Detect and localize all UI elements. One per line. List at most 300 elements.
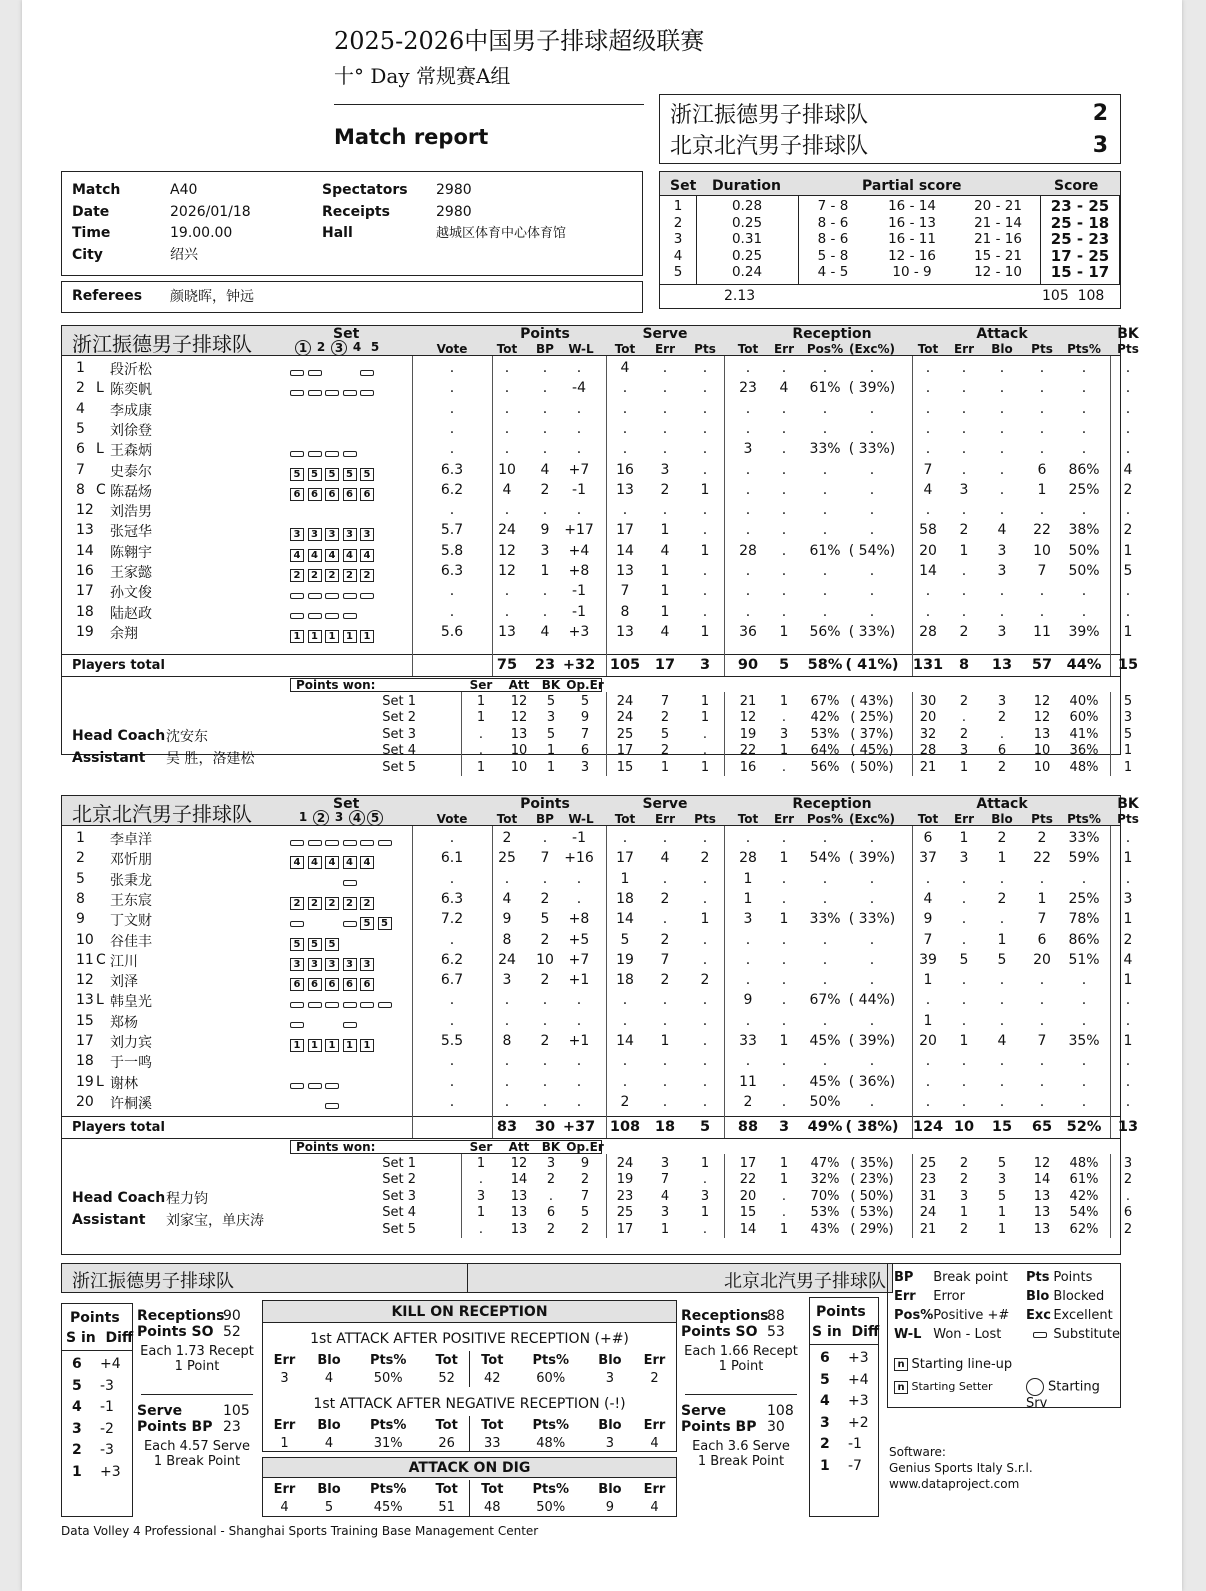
stat-rpos: 45%: [809, 1033, 841, 1049]
stat-apct: 35%: [1068, 1033, 1100, 1049]
stat-tot: 25: [498, 850, 516, 867]
rotation-number: 2: [820, 1436, 830, 1452]
kill-col-header: Blo: [317, 1481, 341, 1497]
subheader-err: Err: [773, 342, 795, 356]
stat-wl: -1: [572, 603, 586, 620]
set-stat-serr: 2: [660, 710, 670, 726]
subheader-pos: Pos%: [806, 812, 844, 826]
stat-rpos: .: [822, 931, 828, 948]
total-rtot: 88: [737, 1119, 759, 1135]
kill-value: 4: [324, 1370, 334, 1386]
rotation-diff: +3: [100, 1463, 121, 1480]
stat-apts: 6: [1037, 461, 1047, 478]
total-rerr: 5: [778, 657, 790, 673]
stat-atot: 7: [923, 461, 933, 478]
player-role: L: [96, 992, 104, 1009]
total-duration: 2.13: [724, 288, 756, 304]
player-number: 20: [76, 1093, 94, 1110]
stat-aerr: .: [961, 1093, 967, 1110]
stat-wl: +16: [564, 850, 594, 867]
set-col-oper: Op.Er: [566, 1140, 604, 1154]
set-stat-spts: .: [702, 1172, 708, 1188]
stat-atot: .: [925, 603, 931, 620]
stat-ablo: .: [999, 1093, 1005, 1110]
stat-ablo: .: [999, 1012, 1005, 1029]
stat-bp: 4: [540, 623, 550, 640]
set-stat-rerr: .: [781, 759, 787, 775]
starting-position-mark: 1: [360, 1039, 374, 1052]
player-name: 张秉龙: [110, 872, 152, 889]
total-tot: 75: [496, 657, 518, 673]
kill-col-header: Blo: [598, 1417, 622, 1433]
set-stat-spts: .: [702, 726, 708, 742]
substitute-mark: [308, 451, 322, 457]
kill-on-reception-box: [262, 1300, 677, 1452]
players-total-label: Players total: [72, 1120, 165, 1135]
stat-apct: .: [1081, 1073, 1087, 1090]
stat-stot: 8: [620, 603, 630, 620]
stat-rpos: 54%: [809, 850, 841, 867]
bottom-team-bar: [61, 1263, 893, 1293]
stat-rtot: 3: [743, 911, 753, 928]
stat-rerr: 1: [779, 1033, 789, 1049]
substitute-mark: [325, 451, 339, 457]
stat-stot: 4: [620, 360, 630, 376]
stat-rtot: .: [745, 563, 751, 579]
stat-bk: .: [1125, 830, 1131, 846]
kill-col-header: Err: [643, 1481, 666, 1497]
stat-rexc: ( 54%): [848, 542, 896, 559]
stat-rtot: .: [745, 400, 751, 417]
rotation-number: 6: [72, 1356, 82, 1372]
stat-bp: 1: [540, 563, 550, 579]
substitute-mark: [343, 593, 357, 599]
starting-position-mark: 2: [290, 897, 304, 910]
stat-wl: +17: [564, 522, 594, 539]
set-stat-atot: 21: [919, 759, 937, 775]
substitute-mark: [290, 593, 304, 599]
rotation-number: 3: [72, 1420, 82, 1437]
stat-spts: .: [702, 461, 708, 478]
stat-atot: 28: [919, 623, 937, 640]
stat-spts: 1: [700, 911, 710, 928]
stat-wl: .: [576, 502, 582, 519]
player-number: 16: [76, 563, 94, 579]
stat-rexc: ( 39%): [848, 380, 896, 397]
stat-bk: .: [1125, 380, 1131, 397]
stat-vote: .: [449, 870, 455, 887]
assistant: 吴 胜，洛建松: [166, 751, 255, 767]
set-stat-stot: 24: [616, 1156, 634, 1171]
stat-bk: 3: [1123, 890, 1133, 907]
set-stat-oper: 5: [580, 694, 590, 709]
set-stat-att: 13: [510, 726, 528, 742]
set-stat-apts: 12: [1033, 1156, 1051, 1171]
starting-position-mark: 2: [360, 897, 374, 910]
stat-serr: 1: [660, 583, 670, 600]
stat-rerr: .: [781, 481, 787, 498]
stat-vote: .: [449, 380, 455, 397]
stat-wl: .: [576, 1012, 582, 1029]
stat-ablo: 5: [997, 951, 1007, 968]
starting-position-mark: 2: [325, 897, 339, 910]
set-stat-bk2: 6: [1123, 1205, 1133, 1221]
stat-rpos: .: [822, 951, 828, 968]
stat-spts: .: [702, 522, 708, 539]
stat-vote: 6.3: [440, 890, 464, 907]
stat-rexc: .: [869, 1012, 875, 1029]
set-stat-rpos: 32%: [810, 1172, 840, 1188]
player-sets: [290, 545, 378, 564]
set-label: Set 1: [382, 694, 416, 709]
stat-aerr: .: [961, 603, 967, 620]
stat-bk: .: [1125, 1073, 1131, 1090]
stat-aerr: .: [961, 870, 967, 887]
kill-value: 4: [324, 1435, 334, 1451]
kill-pos-title: 1st ATTACK AFTER POSITIVE RECEPTION (+#): [310, 1331, 629, 1347]
home-receptions: 90: [223, 1308, 241, 1324]
set-stat-bk: 1: [546, 759, 556, 775]
set-stat-rpos: 47%: [810, 1156, 840, 1171]
kill-value: 48%: [536, 1435, 566, 1451]
set-number: 5: [370, 340, 380, 354]
set-stat-spts: 1: [700, 759, 710, 775]
set-stat-ablo: 2: [997, 759, 1007, 775]
stat-spts: 1: [700, 481, 710, 498]
rotation-number: 1: [820, 1457, 830, 1474]
subheader-pts: Pts: [1117, 342, 1139, 356]
stat-rtot: 28: [739, 850, 757, 867]
stat-ablo: 2: [997, 890, 1007, 907]
stat-rexc: .: [869, 563, 875, 579]
set-stat-att: 10: [510, 759, 528, 775]
total-rexc: ( 38%): [845, 1119, 899, 1135]
starting-position-mark: 3: [360, 528, 374, 541]
hall-label: Hall: [322, 225, 353, 241]
stat-tot: .: [504, 441, 510, 458]
column-divider: [724, 1154, 725, 1238]
rotation-number: 2: [72, 1442, 82, 1458]
stat-rexc: .: [869, 931, 875, 948]
stat-vote: 5.8: [440, 542, 464, 559]
stat-apct: 25%: [1068, 890, 1100, 907]
stat-rpos: 33%: [809, 441, 841, 458]
away-team-name: 北京北汽男子排球队: [670, 134, 869, 159]
stat-spts: .: [702, 563, 708, 579]
stat-vote: 6.1: [440, 850, 464, 867]
player-number: 18: [76, 603, 94, 620]
stat-serr: .: [662, 1053, 668, 1070]
stat-stot: 13: [616, 481, 634, 498]
set-stat-rpos: 53%: [810, 726, 840, 742]
player-number: 1: [76, 830, 85, 846]
assistant-label: Assistant: [72, 750, 146, 766]
stat-rpos: 61%: [809, 380, 841, 397]
set-stat-atot: 31: [919, 1188, 937, 1204]
set-stat-att: 13: [510, 1188, 528, 1204]
stat-rerr: .: [781, 420, 787, 437]
set-stat-att: 13: [510, 1221, 528, 1237]
player-name: 王森炳: [110, 443, 152, 460]
stat-tot: 4: [502, 481, 512, 498]
set-stat-rtot: 17: [739, 1156, 757, 1171]
set-stat-rexc: ( 29%): [850, 1221, 894, 1237]
kill-neg-table: [263, 1416, 676, 1452]
city-label: City: [72, 246, 103, 263]
stat-apts: .: [1039, 1073, 1045, 1090]
column-divider: [724, 826, 725, 1116]
stat-aerr: .: [961, 1012, 967, 1029]
starting-position-mark: 6: [343, 978, 357, 991]
set-stat-bk2: 5: [1123, 726, 1133, 742]
stat-bk: .: [1125, 400, 1131, 417]
set-stat-rerr: 1: [779, 1221, 789, 1237]
stat-apct: .: [1081, 502, 1087, 519]
set-row: 2 0.25 8 - 6 16 - 13 21 - 14 25 - 18: [673, 213, 1110, 232]
stat-wl: .: [576, 992, 582, 1009]
stat-atot: .: [925, 870, 931, 887]
set-stat-ablo: 1: [997, 1205, 1007, 1221]
stat-rtot: 3: [743, 441, 753, 458]
stat-apct: 33%: [1068, 830, 1100, 846]
footer-text: Data Volley 4 Professional - Shanghai Sports Training Base Management Center: [61, 1524, 539, 1538]
kill-value: 45%: [373, 1499, 403, 1515]
set-header: Set: [333, 326, 360, 342]
home-pointsbp-label: Points BP: [137, 1419, 213, 1435]
stat-wl: .: [576, 1093, 582, 1110]
home-break-point: 1 Break Point: [153, 1454, 241, 1469]
stat-serr: 1: [660, 1033, 670, 1049]
substitute-mark: [360, 593, 374, 599]
stat-wl: -4: [572, 380, 586, 397]
stat-atot: .: [925, 400, 931, 417]
stat-vote: 5.7: [440, 522, 464, 539]
kill-pos-table: [263, 1351, 676, 1387]
kill-value-row: [263, 1498, 676, 1516]
attack-on-dig-box: [262, 1457, 677, 1517]
stat-spts: 1: [700, 623, 710, 640]
stat-atot: 20: [919, 1033, 937, 1049]
player-number: 13: [76, 522, 94, 539]
stat-wl: .: [576, 441, 582, 458]
starting-position-mark: 3: [360, 958, 374, 971]
head-coach: 沈安东: [166, 729, 208, 745]
receipts-label: Receipts: [322, 203, 390, 220]
starting-position-mark: 1: [360, 630, 374, 643]
stat-vote: .: [449, 1053, 455, 1070]
stat-serr: .: [662, 1012, 668, 1029]
set-number: 4: [352, 340, 362, 354]
substitute-mark: [290, 1083, 304, 1089]
starting-position-mark: 1: [325, 1039, 339, 1052]
set-stat-rtot: 19: [739, 726, 757, 742]
score-col-header: Score: [1054, 178, 1099, 194]
total-stot: 105: [609, 657, 641, 673]
kill-col-header: Tot: [469, 1480, 514, 1498]
subheader-pts: Pts: [1117, 812, 1139, 826]
stat-ablo: 4: [997, 522, 1007, 539]
subheader-tot: Tot: [496, 342, 518, 356]
set-stat-atot: 20: [919, 710, 937, 726]
kill-col-header: Err: [643, 1417, 666, 1433]
column-divider: [606, 826, 607, 1116]
set-stat-rtot: 20: [739, 1188, 757, 1204]
set-stat-aerr: .: [961, 710, 967, 726]
player-number: 14: [76, 542, 94, 559]
stat-rerr: .: [781, 1093, 787, 1110]
starting-position-mark: 6: [325, 488, 339, 501]
stat-rpos: .: [822, 400, 828, 417]
stat-aerr: .: [961, 992, 967, 1009]
stat-bk: 1: [1123, 542, 1133, 559]
set-stat-ser: 1: [476, 694, 486, 709]
kill-header-row: [263, 1416, 676, 1434]
substitute-mark: [325, 840, 339, 846]
set-stat-apct: 48%: [1069, 1156, 1099, 1171]
stat-atot: 1: [923, 1012, 933, 1029]
set-stat-apts: 13: [1033, 1205, 1051, 1221]
stat-stot: .: [622, 1073, 628, 1090]
stat-spts: .: [702, 870, 708, 887]
stat-rerr: .: [781, 890, 787, 907]
set-stat-stot: 25: [616, 1205, 634, 1221]
stat-tot: 13: [498, 623, 516, 640]
stat-apts: .: [1039, 1093, 1045, 1110]
stat-vote: .: [449, 583, 455, 600]
kill-value: 4: [650, 1499, 659, 1515]
set-stat-spts: 3: [700, 1188, 710, 1204]
set-stat-rtot: 15: [739, 1205, 757, 1221]
stat-rtot: .: [745, 1012, 751, 1029]
stat-rtot: .: [745, 951, 751, 968]
set-stat-oper: 5: [580, 1205, 590, 1221]
stat-tot: .: [504, 870, 510, 887]
set-stat-serr: 3: [660, 1156, 670, 1171]
kill-col-header: Pts%: [369, 1481, 407, 1497]
starting-position-mark: 6: [360, 978, 374, 991]
stat-rtot: .: [745, 360, 751, 376]
starting-position-mark: 1: [308, 630, 322, 643]
stat-vote: 6.2: [440, 481, 464, 498]
subheader-pts: Pts: [1031, 342, 1053, 356]
substitute-mark: [325, 390, 339, 396]
set-stat-oper: 9: [580, 710, 590, 726]
stat-atot: 4: [923, 481, 933, 498]
kill-col-header: Pts%: [532, 1417, 569, 1433]
player-name: 王家懿: [110, 565, 152, 581]
set-stat-spts: 1: [700, 1205, 710, 1221]
column-divider: [412, 1116, 413, 1138]
team-name: 北京北汽男子排球队: [72, 802, 252, 826]
column-divider: [724, 1116, 725, 1138]
stat-rexc: ( 33%): [848, 911, 896, 928]
away-each-serve: Each 3.6 Serve: [692, 1439, 790, 1454]
stat-serr: 2: [660, 931, 670, 948]
stat-rerr: .: [781, 502, 787, 519]
stat-aerr: .: [961, 360, 967, 376]
substitute-mark: [308, 593, 322, 599]
substitute-mark: [343, 451, 357, 457]
header-serve: Serve: [642, 326, 688, 342]
stat-ablo: 3: [997, 623, 1007, 640]
stat-apts: .: [1039, 972, 1045, 989]
set-stat-bk2: 1: [1123, 743, 1133, 759]
stat-ablo: .: [999, 481, 1005, 498]
stat-tot: .: [504, 502, 510, 519]
starting-position-mark: 4: [325, 549, 339, 562]
away-pointsso: 53: [767, 1324, 785, 1340]
stat-rexc: .: [869, 830, 875, 846]
away-rot-points-label: Points: [816, 1304, 866, 1320]
stat-bp: 2: [540, 931, 550, 948]
stat-bk: 4: [1123, 951, 1133, 968]
player-name: 刘泽: [110, 974, 138, 991]
away-rot-sindiff-label: S in Diff: [812, 1324, 880, 1340]
kill-value: 60%: [536, 1370, 566, 1386]
set-stat-ablo: 2: [997, 710, 1007, 726]
kill-col-header: Err: [273, 1352, 296, 1368]
stat-spts: .: [702, 502, 708, 519]
stat-rexc: ( 36%): [848, 1073, 896, 1090]
starting-position-mark: 5: [308, 938, 322, 951]
set-stat-serr: 7: [660, 1172, 670, 1188]
substitute-mark: [343, 1002, 357, 1008]
column-divider: [492, 654, 493, 676]
set-header: Set: [333, 796, 360, 812]
set-stat-bk: .: [548, 1188, 554, 1204]
column-divider: [606, 1116, 607, 1138]
stat-stot: .: [622, 502, 628, 519]
stat-rpos: 61%: [809, 542, 841, 559]
rotation-diff: -3: [100, 1377, 114, 1394]
substitute-mark: [290, 1002, 304, 1008]
bottom-away-name: 北京北汽男子排球队: [724, 1271, 886, 1292]
stat-ablo: .: [999, 400, 1005, 417]
subheader-bp: BP: [536, 342, 554, 356]
points-won-label: Points won:: [296, 1140, 376, 1154]
column-divider: [1110, 826, 1111, 1116]
away-serve-label: Serve: [681, 1403, 727, 1419]
column-divider: [606, 1154, 607, 1238]
starting-position-mark: 6: [308, 978, 322, 991]
stat-serr: .: [662, 441, 668, 458]
stat-stot: .: [622, 400, 628, 417]
total-points: 105 108: [1042, 288, 1105, 304]
stat-vote: .: [449, 441, 455, 458]
total-wl: +32: [562, 657, 596, 673]
subheader-tot: Tot: [737, 812, 759, 826]
stat-bk: .: [1125, 992, 1131, 1009]
stat-aerr: .: [961, 461, 967, 478]
starting-position-mark: 6: [308, 488, 322, 501]
set-stat-ser: 1: [476, 710, 486, 726]
set-stat-rexc: ( 53%): [850, 1205, 894, 1221]
stat-wl: .: [576, 1073, 582, 1090]
stat-stot: 13: [616, 623, 634, 640]
stat-bp: 7: [540, 850, 550, 867]
home-rotation-box: [61, 1303, 133, 1517]
set-stat-rerr: .: [781, 1205, 787, 1221]
stat-rtot: 2: [743, 1093, 753, 1110]
substitute-mark: [360, 370, 374, 376]
set-stat-atot: 32: [919, 726, 937, 742]
stat-rexc: .: [869, 890, 875, 907]
total-apts: 57: [1031, 657, 1053, 673]
set-stat-ablo: 6: [997, 743, 1007, 759]
substitute-mark: [325, 1103, 339, 1109]
kill-col-header: Err: [273, 1481, 296, 1497]
stat-vote: 6.3: [440, 461, 464, 478]
